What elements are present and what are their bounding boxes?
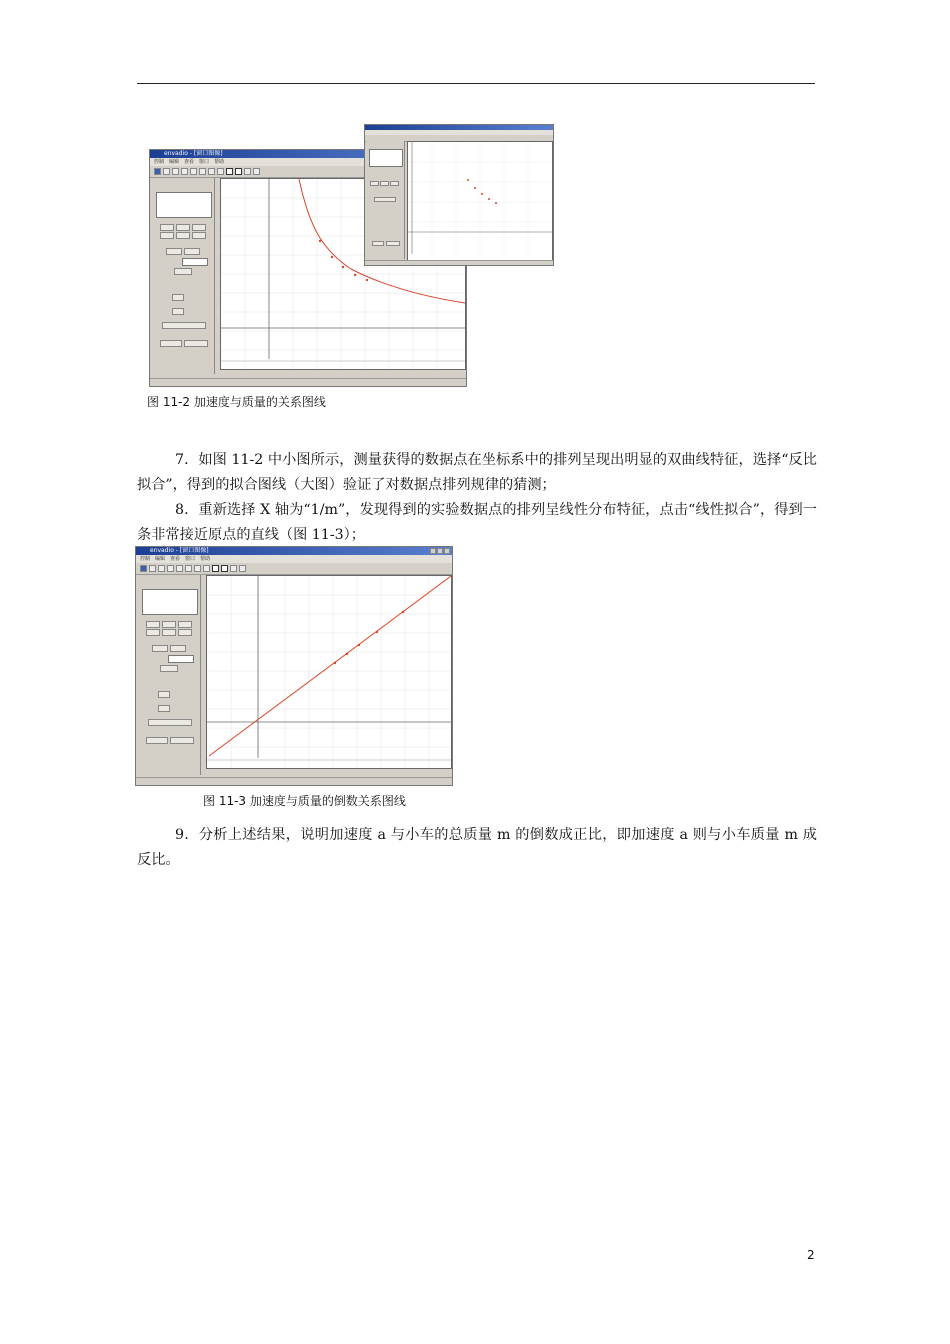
toolbar-button[interactable] xyxy=(140,565,147,572)
header-rule xyxy=(137,83,815,84)
panel-button[interactable] xyxy=(158,691,170,698)
linear-fit-graph xyxy=(207,576,451,768)
panel-button[interactable] xyxy=(184,248,200,255)
menu-item-control[interactable]: 控制 xyxy=(140,556,151,562)
status-bar xyxy=(150,378,466,386)
data-point xyxy=(319,240,321,242)
toolbar-button[interactable] xyxy=(154,168,161,175)
panel-button[interactable] xyxy=(160,232,174,239)
panel-button[interactable] xyxy=(192,232,206,239)
data-point xyxy=(474,187,476,189)
data-point xyxy=(346,653,348,655)
data-point xyxy=(342,266,344,268)
panel-button[interactable] xyxy=(162,621,176,628)
sample-rate-select[interactable] xyxy=(168,655,194,663)
panel-button[interactable] xyxy=(386,241,400,246)
plot-area xyxy=(206,575,452,769)
panel-button[interactable] xyxy=(146,737,168,744)
linear-fit-line xyxy=(209,576,451,756)
close-icon[interactable] xyxy=(444,548,450,554)
panel-button[interactable] xyxy=(160,665,178,672)
toolbar-button[interactable] xyxy=(190,168,197,175)
toolbar-button[interactable] xyxy=(194,565,201,572)
page-number: 2 xyxy=(807,1248,815,1262)
window-titlebar xyxy=(136,547,452,555)
menu-item-window[interactable]: 窗口 xyxy=(199,159,210,165)
window-title: envadio - [窗口图像] xyxy=(150,547,209,554)
toolbar-button[interactable] xyxy=(253,168,260,175)
figure-11-3-caption: 图 11-3 加速度与质量的倒数关系图线 xyxy=(203,794,406,808)
toolbar-button[interactable] xyxy=(172,168,179,175)
panel-button[interactable] xyxy=(152,645,168,652)
panel-button[interactable] xyxy=(170,645,186,652)
panel-button[interactable] xyxy=(160,224,174,231)
graph-list[interactable] xyxy=(142,589,198,615)
panel-button[interactable] xyxy=(162,629,176,636)
inset-status-bar xyxy=(365,260,553,265)
toolbar-button[interactable] xyxy=(158,565,165,572)
panel-button[interactable] xyxy=(192,224,206,231)
panel-button[interactable] xyxy=(374,197,396,202)
toolbar-button[interactable] xyxy=(203,565,210,572)
toolbar-button[interactable] xyxy=(244,168,251,175)
toolbar-button[interactable] xyxy=(208,168,215,175)
toolbar-button[interactable] xyxy=(217,168,224,175)
minimize-icon[interactable] xyxy=(430,548,436,554)
panel-button[interactable] xyxy=(146,629,160,636)
inset-plot-area xyxy=(407,141,553,261)
toolbar-button[interactable] xyxy=(181,168,188,175)
data-point xyxy=(488,198,490,200)
panel-button[interactable] xyxy=(160,340,182,347)
play-icon[interactable] xyxy=(226,168,233,175)
panel-button[interactable] xyxy=(372,241,384,246)
status-bar xyxy=(136,777,452,785)
panel-button[interactable] xyxy=(146,621,160,628)
maximize-icon[interactable] xyxy=(437,548,443,554)
data-point xyxy=(402,611,404,613)
data-point xyxy=(358,644,360,646)
menu-item-edit[interactable]: 编辑 xyxy=(169,159,180,165)
inset-graph-list[interactable] xyxy=(369,149,403,167)
stop-icon[interactable] xyxy=(235,168,242,175)
sample-rate-select[interactable] xyxy=(182,258,208,266)
panel-button[interactable] xyxy=(380,181,389,186)
data-point xyxy=(334,662,336,664)
panel-button[interactable] xyxy=(370,181,379,186)
toolbar-button[interactable] xyxy=(163,168,170,175)
menu-item-help[interactable]: 帮助 xyxy=(214,159,225,165)
toolbar-button[interactable] xyxy=(239,565,246,572)
control-panel xyxy=(138,575,201,775)
toolbar-button[interactable] xyxy=(176,565,183,572)
paragraph-9: 9．分析上述结果，说明加速度 a 与小车的总质量 m 的倒数成正比，即加速度 a 则与小车质量 m 成反比。 xyxy=(137,827,817,868)
data-point xyxy=(467,179,469,181)
toolbar-button[interactable] xyxy=(199,168,206,175)
menu-item-edit[interactable]: 编辑 xyxy=(155,556,166,562)
control-panel xyxy=(152,178,215,374)
panel-button[interactable] xyxy=(184,340,208,347)
data-point xyxy=(481,193,483,195)
paragraph-8: 8．重新选择 X 轴为“1/m”，发现得到的实验数据点的排列呈线性分布特征，点击“线性拟合”，得到一条非常接近原点的直线（图 11-3）； xyxy=(137,502,817,543)
menu-item-window[interactable]: 窗口 xyxy=(185,556,196,562)
panel-button[interactable] xyxy=(176,224,190,231)
menu-item-view[interactable]: 查看 xyxy=(170,556,181,562)
play-icon[interactable] xyxy=(212,565,219,572)
toolbar-button[interactable] xyxy=(167,565,174,572)
panel-button[interactable] xyxy=(158,705,170,712)
raw-data-graph xyxy=(408,142,552,260)
menu-bar xyxy=(136,555,452,563)
data-point xyxy=(376,631,378,633)
panel-button[interactable] xyxy=(172,308,184,315)
panel-button[interactable] xyxy=(390,181,399,186)
toolbar-button[interactable] xyxy=(149,565,156,572)
panel-button[interactable] xyxy=(176,232,190,239)
stop-icon[interactable] xyxy=(221,565,228,572)
data-point xyxy=(495,202,497,204)
panel-button[interactable] xyxy=(178,629,192,636)
panel-button[interactable] xyxy=(174,268,192,275)
menu-item-view[interactable]: 查看 xyxy=(184,159,195,165)
toolbar-button[interactable] xyxy=(185,565,192,572)
panel-button[interactable] xyxy=(178,621,192,628)
data-point xyxy=(354,274,356,276)
data-point xyxy=(331,256,333,258)
toolbar xyxy=(136,563,452,575)
panel-button[interactable] xyxy=(148,719,192,726)
graph-list[interactable] xyxy=(156,192,212,218)
panel-button[interactable] xyxy=(170,737,194,744)
menu-item-control[interactable]: 控制 xyxy=(154,159,165,165)
figure-11-3-screenshot xyxy=(135,546,453,786)
panel-button[interactable] xyxy=(166,248,182,255)
panel-button[interactable] xyxy=(162,322,206,329)
inset-control-panel xyxy=(366,141,405,259)
toolbar-button[interactable] xyxy=(230,565,237,572)
data-point xyxy=(366,279,368,281)
paragraph-7: 7．如图 11-2 中小图所示，测量获得的数据点在坐标系中的排列呈现出明显的双曲线特征，选择“反比拟合”，得到的拟合图线（大图）验证了对数据点排列规律的猜测； xyxy=(137,452,817,493)
panel-button[interactable] xyxy=(172,294,184,301)
menu-item-help[interactable]: 帮助 xyxy=(200,556,211,562)
figure-11-2-inset-screenshot xyxy=(364,124,554,266)
figure-11-2-caption: 图 11-2 加速度与质量的关系图线 xyxy=(147,395,326,409)
window-title: envadio - [窗口图像] xyxy=(164,150,223,157)
